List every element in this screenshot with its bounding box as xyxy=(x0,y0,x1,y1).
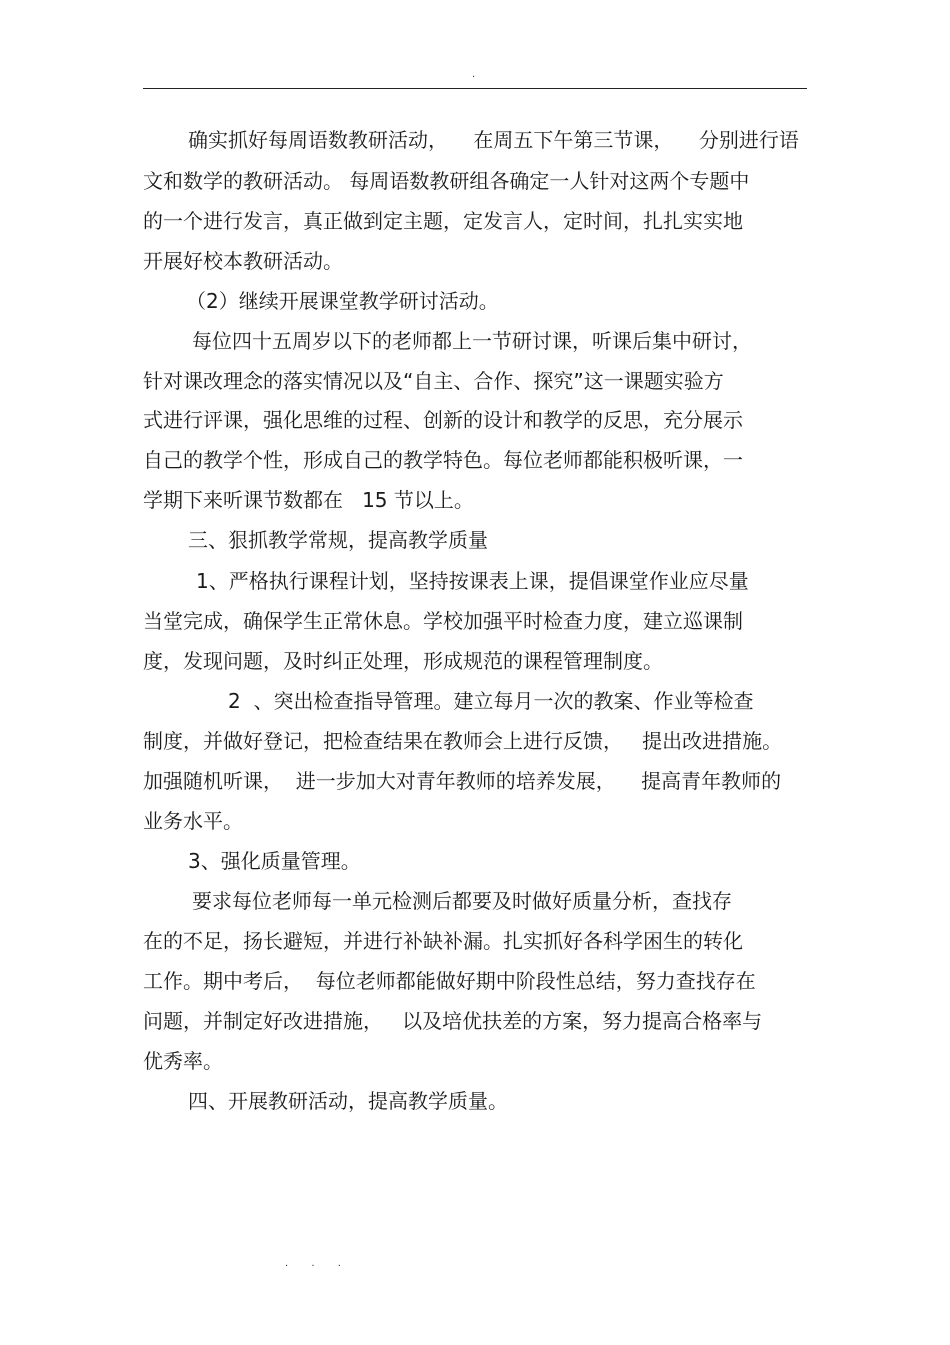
text-line: 加强随机听课， 进一步加大对青年教师的培养发展， 提高青年教师的 xyxy=(143,769,782,793)
text-line: 优秀率。 xyxy=(143,1049,223,1073)
text-line: 要求每位老师每一单元检测后都要及时做好质量分析，查找存 xyxy=(192,889,732,913)
text-line: （2）继续开展课堂教学研讨活动。 xyxy=(186,289,499,313)
text-line: 确实抓好每周语数教研活动， 在周五下午第三节课， 分别进行语 xyxy=(188,128,799,152)
text-line: 三、狠抓教学常规，提高教学质量 xyxy=(188,528,488,552)
text-line: 自己的教学个性，形成自己的教学特色。每位老师都能积极听课，一 xyxy=(143,448,743,472)
text-line: 的一个进行发言，真正做到定主题，定发言人，定时间，扎扎实实地 xyxy=(143,209,743,233)
text-line: 业务水平。 xyxy=(143,809,243,833)
text-line: 工作。期中考后， 每位老师都能做好期中阶段性总结，努力查找存在 xyxy=(143,969,756,993)
text-line: 1、严格执行课程计划，坚持按课表上课，提倡课堂作业应尽量 xyxy=(196,569,749,593)
text-line: 在的不足，扬长避短，并进行补缺补漏。扎实抓好各科学困生的转化 xyxy=(143,929,743,953)
text-line: 式进行评课，强化思维的过程、创新的设计和教学的反思，充分展示 xyxy=(143,408,743,432)
text-line: 制度，并做好登记，把检查结果在教师会上进行反馈， 提出改进措施。 xyxy=(143,729,783,753)
header-dot: . xyxy=(472,69,476,80)
text-line: 文和数学的教研活动。 每周语数教研组各确定一人针对这两个专题中 xyxy=(143,169,750,193)
footer-dots: . . . xyxy=(285,1258,351,1269)
text-line: 3、强化质量管理。 xyxy=(188,849,361,873)
text-line: 针对课改理念的落实情况以及“自主、合作、探究”这一课题实验方 xyxy=(143,369,724,393)
text-line: 四、开展教研活动，提高教学质量。 xyxy=(188,1089,508,1113)
header-rule xyxy=(143,88,807,89)
text-line: 当堂完成，确保学生正常休息。学校加强平时检查力度，建立巡课制 xyxy=(143,609,743,633)
text-line: 学期下来听课节数都在 15 节以上。 xyxy=(143,488,474,512)
text-line: 问题，并制定好改进措施， 以及培优扶差的方案，努力提高合格率与 xyxy=(143,1009,763,1033)
text-line: 每位四十五周岁以下的老师都上一节研讨课，听课后集中研讨， xyxy=(192,329,752,353)
text-line: 2 、突出检查指导管理。建立每月一次的教案、作业等检查 xyxy=(228,689,754,713)
text-line: 开展好校本教研活动。 xyxy=(143,249,343,273)
text-line: 度，发现问题，及时纠正处理，形成规范的课程管理制度。 xyxy=(143,649,663,673)
